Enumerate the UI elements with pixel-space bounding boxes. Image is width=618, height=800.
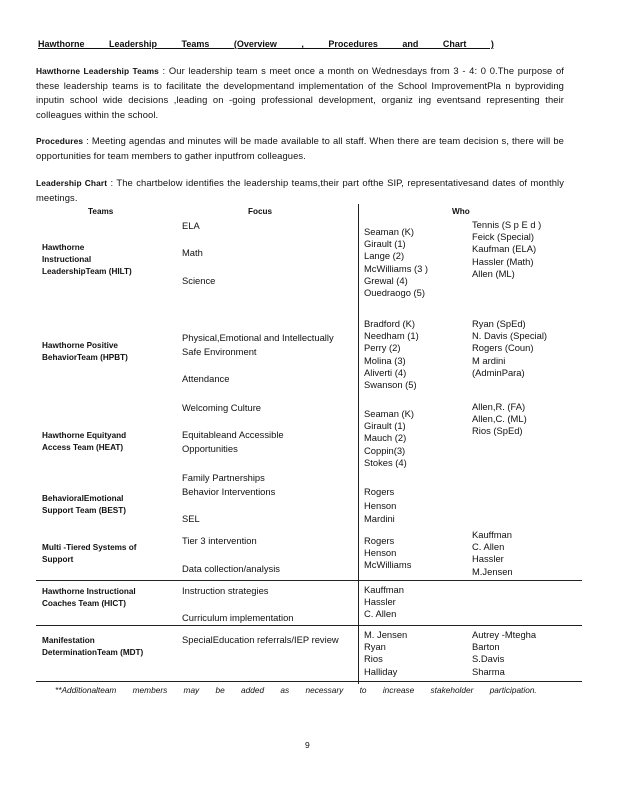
member-name: N. Davis (Special) xyxy=(472,330,548,342)
member-name: Henson xyxy=(364,499,397,511)
who-list-left-hpbt xyxy=(364,318,419,391)
member-name: Aliverti (4) xyxy=(364,366,407,378)
chart-intro-text: : The chartbelow identifies the leadership teams,their part ofthe SIP, representativesand dates of monthly meetings. xyxy=(36,177,564,203)
focus-item: SpecialEducation referrals/IEP review xyxy=(182,634,339,645)
team-name-mtss: Multi -Tiered Systems of Support xyxy=(42,543,137,564)
team-name-hict: Hawthorne Instructional Coaches Team (HICT) xyxy=(42,587,136,608)
team-name-hpbt: Hawthorne Positive BehaviorTeam (HPBT) xyxy=(42,341,128,362)
member-name: Sharma xyxy=(472,665,505,677)
page-title: Hawthorne Leadership Teams (Overview , Procedures and Chart ) xyxy=(38,39,494,49)
page-number: 9 xyxy=(305,740,310,750)
member-name: C. Allen xyxy=(364,608,397,620)
who-list-right-mtss xyxy=(472,529,513,578)
focus-item: Data collection/analysis xyxy=(182,563,280,574)
focus-item: Instruction strategies xyxy=(182,585,269,596)
member-name: Mardini xyxy=(364,513,395,524)
member-name: Rios (SpEd) xyxy=(472,425,523,437)
member-name: Girault (1) xyxy=(364,238,406,250)
who-list-left-heat xyxy=(364,408,414,469)
member-name: Kauffman xyxy=(364,584,404,595)
member-name: Coppin(3) xyxy=(364,444,406,456)
member-name: Hassler xyxy=(364,596,396,608)
overview-text: : Our leadership team s meet once a month on Wednesdays from 3 - 4: 0 0.The purpose of these leadership teams is to facilitate the developmentand implementation of the School ImprovementPla n byproviding inputin school wide decisions ,leading on -going professional development, organiz ing eventsand representing their colleagues within the school. xyxy=(36,65,564,120)
member-name: Kaufman (ELA) xyxy=(472,243,537,255)
member-name: Halliday xyxy=(364,665,398,677)
member-name: Rogers xyxy=(364,486,395,497)
member-name: Barton xyxy=(472,641,500,653)
focus-item: Math xyxy=(182,247,203,258)
member-name: Feick (Special) xyxy=(472,231,534,243)
who-list-left-hilt xyxy=(364,226,428,299)
who-column-divider xyxy=(358,204,359,684)
row-divider-hict xyxy=(36,580,582,581)
team-name-heat: Hawthorne Equityand Access Team (HEAT) xyxy=(42,431,127,452)
member-name: Needham (1) xyxy=(364,330,419,342)
table-bottom-border xyxy=(36,681,582,682)
team-name-mdt: Manifestation DeterminationTeam (MDT) xyxy=(42,636,144,657)
focus-item: ELA xyxy=(182,220,200,231)
member-name: Grewal (4) xyxy=(364,274,408,286)
member-name: Hassler xyxy=(472,553,504,565)
who-list-right-hilt xyxy=(472,219,541,280)
member-name: McWilliams xyxy=(364,559,412,571)
focus-item: Curriculum implementation xyxy=(182,612,294,623)
member-name: C. Allen xyxy=(472,541,505,553)
focus-item: Science xyxy=(182,275,216,286)
team-name-best: BehavioralEmotional Support Team (BEST) xyxy=(42,494,126,515)
member-name: Rogers (Coun) xyxy=(472,342,534,354)
chart-intro-paragraph xyxy=(36,176,564,205)
who-list-left-hict xyxy=(364,584,404,621)
focus-item: Tier 3 intervention xyxy=(182,535,257,546)
member-name: M. Jensen xyxy=(364,629,408,640)
member-name: Henson xyxy=(364,547,397,559)
member-name: Girault (1) xyxy=(364,420,406,432)
member-name: Seaman (K) xyxy=(364,226,415,237)
focus-item: Equitableand Accessible Opportunities xyxy=(182,429,284,454)
focus-item: Behavior Interventions xyxy=(182,486,276,497)
member-name: Hassler (Math) xyxy=(472,255,534,267)
procedures-paragraph xyxy=(36,134,564,163)
header-focus: Focus xyxy=(248,207,273,216)
member-name: Lange (2) xyxy=(364,250,405,262)
focus-item: Physical,Emotional and Intellectually Safe Environment xyxy=(182,332,334,357)
member-name: Stokes (4) xyxy=(364,456,407,468)
member-name: Perry (2) xyxy=(364,342,401,354)
member-name: Tennis (S p E d ) xyxy=(472,219,542,230)
member-name: Allen,R. (FA) xyxy=(472,401,526,412)
member-name: Ryan xyxy=(364,641,386,653)
member-name: Kauffman xyxy=(472,529,512,540)
member-name: Allen,C. (ML) xyxy=(472,413,527,425)
member-name: Ouedraogo (5) xyxy=(364,287,425,299)
member-name: Bradford (K) xyxy=(364,318,416,329)
member-name: Mauch (2) xyxy=(364,432,407,444)
who-list-right-mdt xyxy=(472,629,536,678)
member-name: Ryan (SpEd) xyxy=(472,318,526,329)
chart-intro-lead: Leadership Chart xyxy=(36,178,108,188)
focus-item: Family Partnerships xyxy=(182,472,265,483)
member-name: Allen (ML) xyxy=(472,267,515,279)
who-list-left-mtss xyxy=(364,535,411,572)
overview-paragraph xyxy=(36,64,564,122)
procedures-lead: Procedures xyxy=(36,136,84,146)
header-teams: Teams xyxy=(88,207,114,216)
row-divider-mdt xyxy=(36,625,582,626)
member-name: M.Jensen xyxy=(472,565,513,577)
who-list-right-heat xyxy=(472,401,527,438)
who-list-left-mdt xyxy=(364,629,407,678)
member-name: S.Davis xyxy=(472,653,505,665)
footnote: **Additionalteam members may be added as necessary to increase stakeholder participation. xyxy=(55,685,537,695)
team-name-hilt: Hawthorne Instructional LeadershipTeam (HILT) xyxy=(42,243,132,276)
who-list-right-hpbt xyxy=(472,318,547,379)
member-name: McWilliams (3 ) xyxy=(364,262,429,274)
member-name: (AdminPara) xyxy=(472,366,525,378)
header-who: Who xyxy=(452,207,470,216)
member-name: Molina (3) xyxy=(364,354,406,366)
member-name: Rogers xyxy=(364,535,395,546)
member-name: M ardini xyxy=(472,354,506,366)
overview-lead: Hawthorne Leadership Teams xyxy=(36,66,159,76)
who-list-left-best xyxy=(364,485,396,526)
procedures-text: : Meeting agendas and minutes will be made available to all staff. When there are team decision s, there will be opportunities for team members to gather inputfrom colleagues. xyxy=(36,135,564,161)
member-name: Rios xyxy=(364,653,383,665)
member-name: Swanson (5) xyxy=(364,379,417,391)
focus-item: Welcoming Culture xyxy=(182,402,262,413)
member-name: Autrey -Mtegha xyxy=(472,629,537,640)
focus-item: Attendance xyxy=(182,373,230,384)
focus-item: SEL xyxy=(182,513,200,524)
member-name: Seaman (K) xyxy=(364,408,415,419)
